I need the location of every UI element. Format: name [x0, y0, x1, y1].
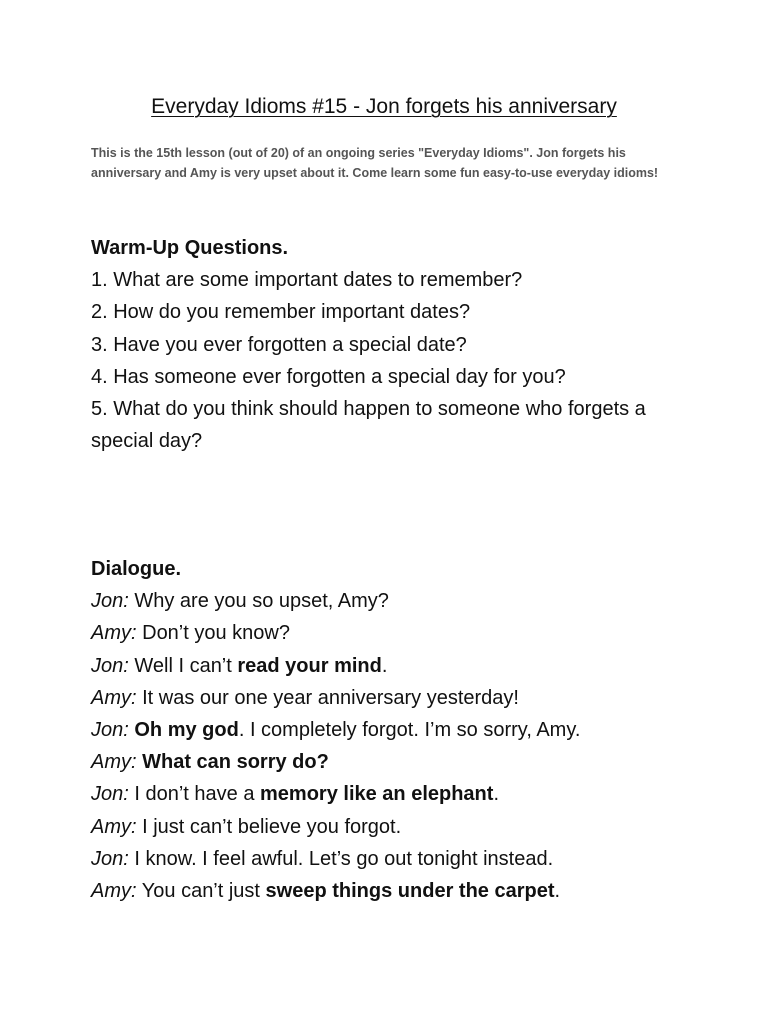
warmup-question: 5. What do you think should happen to someone who forgets a special day? — [91, 398, 646, 453]
line-text: You can’t just — [136, 880, 266, 903]
idiom-phrase: What can sorry do? — [142, 751, 329, 774]
line-text: It was our one year anniversary yesterday! — [136, 686, 519, 709]
line-text: Well I can’t — [128, 654, 238, 677]
speaker-name: Jon: — [91, 847, 129, 870]
dialogue-section — [91, 553, 731, 907]
dialogue-line — [91, 682, 731, 714]
idiom-phrase: memory like an elephant — [260, 783, 494, 806]
speaker-name: Amy: — [91, 815, 137, 838]
dialogue-line — [91, 811, 731, 843]
speaker-name: Amy: — [91, 751, 137, 774]
dialogue-line — [91, 650, 731, 682]
speaker-name: Jon: — [91, 590, 129, 613]
speaker-name: Amy: — [91, 622, 137, 645]
line-text: I just can’t believe you forgot. — [136, 815, 402, 838]
warmup-section — [91, 232, 731, 457]
line-text: Don’t you know? — [136, 622, 290, 645]
line-text: . — [381, 654, 388, 677]
dialogue-line — [91, 585, 731, 617]
speaker-name: Amy: — [91, 686, 137, 709]
dialogue-line — [91, 778, 731, 810]
line-text: Why are you so upset, Amy? — [128, 590, 389, 613]
line-text: . — [493, 783, 499, 806]
warmup-question: 4. Has someone ever forgotten a special day for you? — [91, 365, 566, 388]
dialogue-heading: Dialogue. — [91, 558, 182, 580]
warmup-heading: Warm-Up Questions. — [91, 237, 289, 259]
speaker-name: Jon: — [91, 654, 129, 677]
line-text: I don’t have a — [128, 783, 261, 806]
dialogue-line — [91, 714, 731, 746]
dialogue-line — [91, 843, 731, 875]
speaker-name: Amy: — [91, 880, 137, 903]
line-text: . I completely forgot. I’m so sorry, Amy. — [238, 719, 581, 742]
speaker-name: Jon: — [91, 719, 129, 742]
warmup-question: 2. How do you remember important dates? — [91, 301, 471, 324]
line-text: . — [554, 880, 561, 903]
warmup-question: 3. Have you ever forgotten a special date? — [91, 333, 467, 356]
dialogue-line — [91, 617, 731, 649]
warmup-question: 1. What are some important dates to remember? — [91, 269, 523, 292]
idiom-phrase: Oh my god — [134, 719, 239, 742]
line-text: I know. I feel awful. Let’s go out tonight instead. — [128, 847, 554, 870]
speaker-name: Jon: — [91, 783, 129, 806]
page-title: Everyday Idioms #15 - Jon forgets his anniversary — [151, 95, 617, 118]
idiom-phrase: read your mind — [237, 654, 382, 677]
dialogue-line — [91, 875, 731, 907]
idiom-phrase: sweep things under the carpet — [265, 880, 555, 903]
dialogue-line — [91, 746, 731, 778]
lesson-intro: This is the 15th lesson (out of 20) of an ongoing series "Everyday Idioms". Jon forgets his anniversary and Amy is very upset about it. Come learn some fun easy-to-use everyday idioms! — [91, 146, 659, 180]
